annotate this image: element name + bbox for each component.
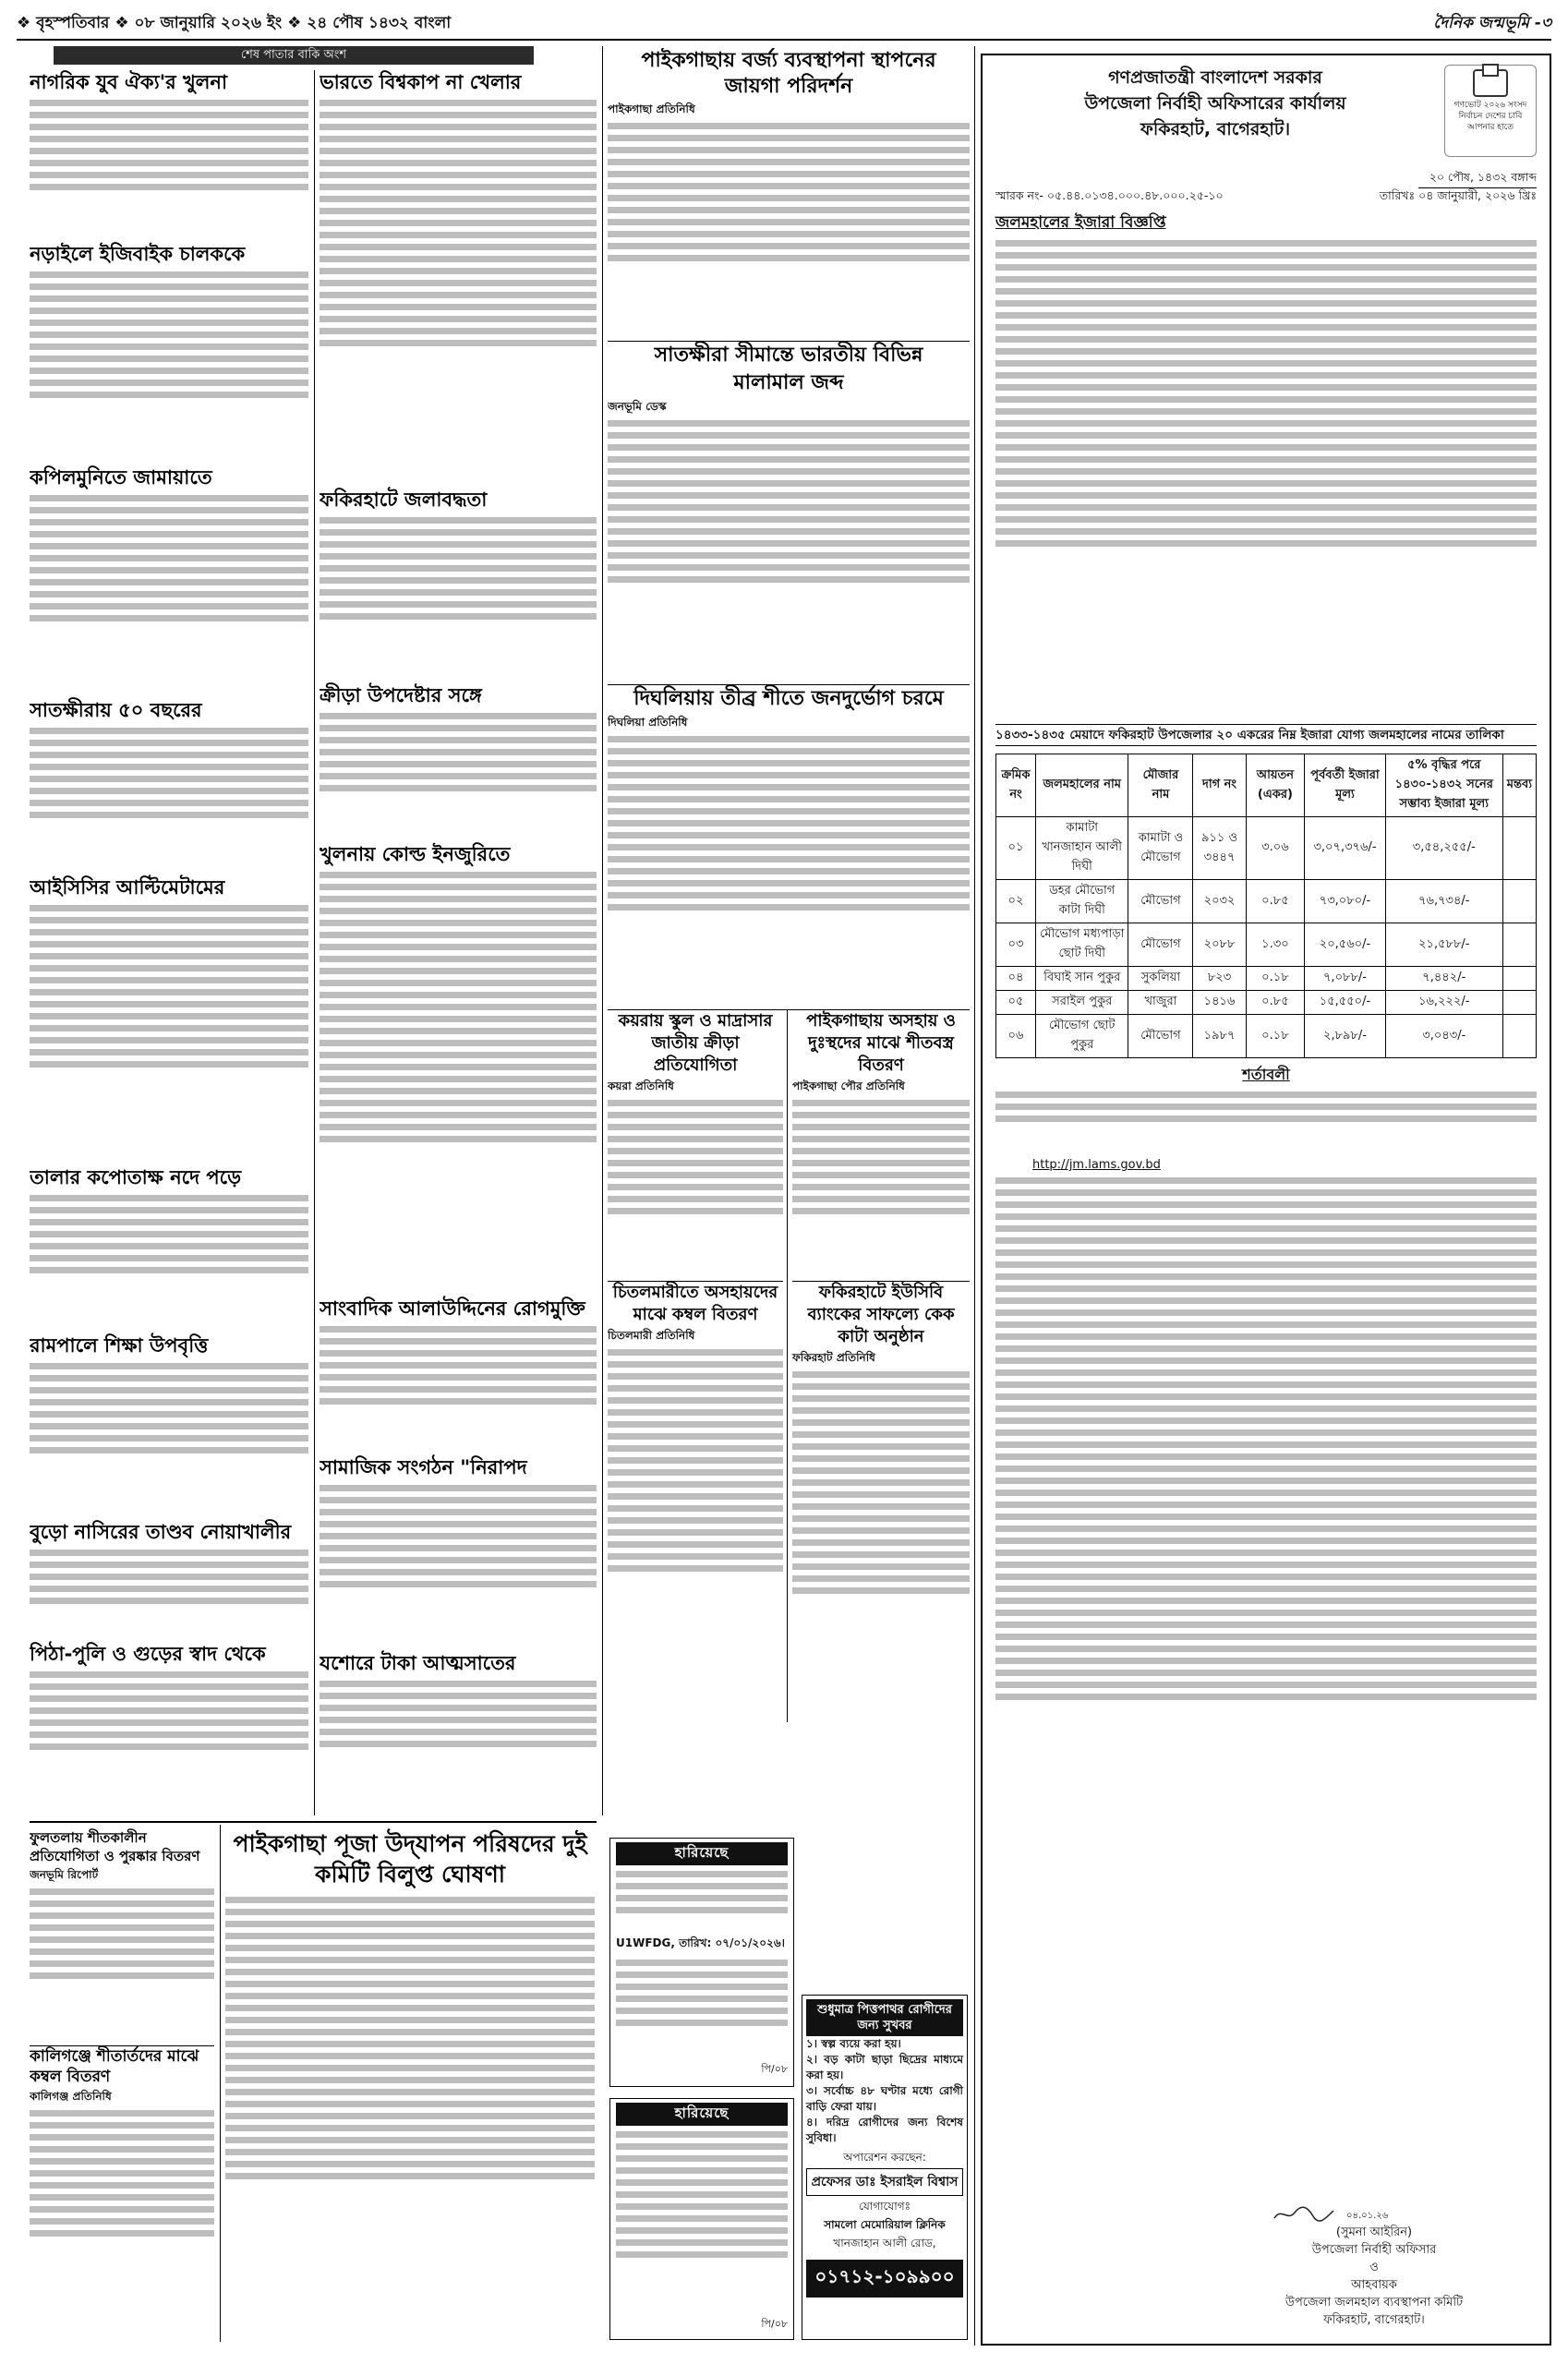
memo-no: স্মারক নং- ০৫.৪৪.০১৩৪.০০০.৪৮.০০০.২৫-১০ xyxy=(995,188,1224,202)
article-body xyxy=(792,1100,970,1281)
headline: নড়াইলে ইজিবাইক চালককে xyxy=(30,243,246,265)
page-header xyxy=(17,7,1551,41)
cell xyxy=(1502,991,1536,1015)
cell: ১৬,২২২/- xyxy=(1385,991,1502,1015)
col-dag: দাগ নং xyxy=(1193,754,1246,817)
headline: ফুলতলায় শীতকালীন প্রতিযোগিতা ও পুরষ্কার বিতরণ xyxy=(30,1829,200,1864)
cell: সরাইল পুকুর xyxy=(1036,991,1128,1015)
article-body xyxy=(608,1349,783,1700)
ad-body xyxy=(616,1871,788,1936)
masthead: দৈনিক জন্মভূমি -৩ xyxy=(1433,14,1551,32)
vote-icon xyxy=(1473,69,1508,97)
cell: সুকলিয়া xyxy=(1128,967,1193,991)
byline: দিঘলিয়া প্রতিনিধি xyxy=(608,716,688,729)
headline: সাংবাদিক আলাউদ্দিনের রোগমুক্তি xyxy=(320,1297,585,1320)
signer-post: উপজেলা নির্বাহী অফিসার xyxy=(1311,2243,1437,2257)
signer-place: ফকিরহাট, বাগেরহাট। xyxy=(1323,2313,1425,2327)
byline: পাইকগাছা প্রতিনিধি xyxy=(608,103,695,115)
cell: ০৬ xyxy=(996,1015,1036,1058)
cell: ১৯৮৭ xyxy=(1193,1015,1246,1058)
cell: ৯১১ ও ৩৪৪৭ xyxy=(1193,817,1246,880)
headline: নাগরিক যুব ঐক্য'র খুলনা xyxy=(30,71,228,93)
article-body xyxy=(30,1550,308,1642)
cell: ৩.০৬ xyxy=(1246,817,1305,880)
gov-line-2: উপজেলা নির্বাহী অফিসারের কার্যালয় xyxy=(1084,93,1346,114)
ad-code: পি/০৮ xyxy=(761,2318,788,2330)
section-rule xyxy=(30,1821,597,1823)
cell: ০১ xyxy=(996,817,1036,880)
ad-code: পি/০৮ xyxy=(761,2063,788,2075)
cell: ০.১৮ xyxy=(1246,967,1305,991)
article-body xyxy=(608,1100,783,1281)
cell: ২১,৫৮৮/- xyxy=(1385,923,1502,967)
date-block xyxy=(1380,168,1537,205)
article-body xyxy=(30,2110,214,2322)
election-logo xyxy=(1444,65,1537,157)
headline: বুড়ো নাসিরের তাণ্ডব নোয়াখালীর xyxy=(30,1521,292,1543)
date-label: তারিখঃ xyxy=(1379,188,1416,202)
continued-label: শেষ পাতার বাকি অংশ xyxy=(54,46,534,65)
cell: মৌভোগ xyxy=(1128,880,1193,923)
table-row xyxy=(996,923,1537,967)
article-body xyxy=(225,1897,595,2340)
clinic-doctor: প্রফেসর ডাঃ ইসরাইল বিশ্বাস xyxy=(806,2168,963,2196)
gov-line-1: গণপ্রজাতন্ত্রী বাংলাদেশ সরকার xyxy=(1108,67,1322,88)
article-body xyxy=(608,123,970,341)
article-body xyxy=(30,271,308,465)
article-body xyxy=(320,713,597,842)
dateline: ❖ বৃহস্পতিবার ❖ ০৮ জানুয়ারি ২০২৬ ইং ❖ ২৪ পৌষ ১৪৩২ বাংলা xyxy=(17,14,452,32)
col-prev-value: পূর্ববর্তী ইজারা মূল্য xyxy=(1305,754,1386,817)
cell: ২০৮৮ xyxy=(1193,923,1246,967)
article-body xyxy=(320,1681,597,1791)
clinic-point: ৩। সর্বোচ্চ ৪৮ ঘণ্টার মধ্যে রোগী বাড়ি ফেরা যায়। xyxy=(806,2084,963,2113)
cell: খাজুরা xyxy=(1128,991,1193,1015)
cell xyxy=(1502,967,1536,991)
cell: ০২ xyxy=(996,880,1036,923)
article-body xyxy=(792,1371,970,1722)
byline: চিতলমারী প্রতিনিধি xyxy=(608,1329,695,1342)
date-en: ০৪ জানুয়ারী, ২০২৬ খ্রিঃ xyxy=(1418,188,1537,202)
cell: ০৫ xyxy=(996,991,1036,1015)
ad-body xyxy=(616,1960,788,2061)
clinic-address: খানজাহান আলী রোড, xyxy=(833,2237,936,2249)
cell: মৌভোগ মধ্যপাড়া ছোট দিঘী xyxy=(1036,923,1128,967)
date-bn: ২০ পৌষ, ১৪৩২ বঙ্গাব্দ xyxy=(1429,170,1537,184)
headline: পিঠা-পুলি ও গুড়ের স্বাদ থেকে xyxy=(30,1643,266,1665)
col-name: জলমহালের নাম xyxy=(1036,754,1128,817)
clinic-point: ১। স্বল্প ব্যয়ে করা হয়। xyxy=(806,2037,901,2050)
signer-and: ও xyxy=(1369,2261,1379,2274)
article-body xyxy=(30,1195,308,1333)
table-row xyxy=(996,967,1537,991)
cell: বিঘাই সান পুকুর xyxy=(1036,967,1128,991)
cell: ডহর মৌভোগ কাটা দিঘী xyxy=(1036,880,1128,923)
article-body xyxy=(320,517,597,683)
signature-icon xyxy=(1272,2205,1337,2224)
cell: ৭,০৮৮/- xyxy=(1305,967,1386,991)
headline: সাতক্ষীরায় ৫০ বছরের xyxy=(30,699,202,721)
headline: ফকিরহাটে জলাবদ্ধতা xyxy=(320,488,488,511)
terms-title: শর্তাবলী xyxy=(1242,1066,1290,1083)
cell xyxy=(1502,1015,1536,1058)
headline: পাইকগাছায় অসহায় ও দুঃস্থদের মাঝে শীতবস্ত্র বিতরণ xyxy=(806,1011,956,1075)
headline: কপিলমুনিতে জামায়াতে xyxy=(30,466,212,488)
signer-name: (সুমনা আইরিন) xyxy=(1335,2225,1413,2239)
headline: চিতলমারীতে অসহায়দের মাঝে কম্বল বিতরণ xyxy=(608,1281,783,1326)
headline: কালিগঞ্জে শীতার্তদের মাঝে কম্বল বিতরণ xyxy=(30,2045,214,2087)
column-rule xyxy=(220,1825,221,2342)
article-body xyxy=(30,1363,308,1520)
memo-row xyxy=(995,168,1537,205)
clinic-title: শুধুমাত্র পিত্তপাথর রোগীদের জন্য সুখবর xyxy=(806,1999,963,2036)
headline: ক্রীড়া উপদেষ্টার সঙ্গে xyxy=(320,684,482,706)
article-body xyxy=(320,872,597,1297)
column-rule xyxy=(314,70,315,1815)
terms-body xyxy=(995,1092,1537,1165)
gov-notice xyxy=(981,54,1551,2346)
notice-title: জলমহালের ইজারা বিজ্ঞপ্তি xyxy=(995,213,1166,232)
cell: ৩,৫৪,২৫৫/- xyxy=(1385,817,1502,880)
clinic-point: ৪। দরিদ্র রোগীদের জন্য বিশেষ সুবিধা। xyxy=(806,2116,963,2144)
cell: ৮২৩ xyxy=(1193,967,1246,991)
lost-code: U1WFDG, তারিখ: ০৭/০১/২০২৬। xyxy=(616,1936,785,1949)
notice-intro xyxy=(995,240,1537,717)
lost-notice-1 xyxy=(609,1838,794,2087)
cell xyxy=(1502,817,1536,880)
table-header-row xyxy=(996,754,1537,817)
cell: ০.৮৫ xyxy=(1246,991,1305,1015)
byline: জনভূমি ডেস্ক xyxy=(608,400,667,413)
col-serial: ক্রমিক নং xyxy=(996,754,1036,817)
byline: পাইকগাছা পৌর প্রতিনিধি xyxy=(792,1079,905,1092)
logo-text: গণভোট ২০২৬ সংসদ নির্বাচন দেশের চাবি আপনার হাতে xyxy=(1453,101,1527,132)
cell: ১৪১৬ xyxy=(1193,991,1246,1015)
headline: রামপালে শিক্ষা উপবৃত্তি xyxy=(30,1334,209,1357)
clinic-name: সামলো মেমোরিয়াল ক্লিনিক xyxy=(824,2218,946,2231)
headline: ভারতে বিশ্বকাপ না খেলার xyxy=(320,71,522,93)
byline: কয়রা প্রতিনিধি xyxy=(608,1079,674,1092)
headline: পাইকগাছায় বর্জ্য ব্যবস্থাপনা স্থাপনের জায়গা পরিদর্শন xyxy=(641,49,936,98)
article-body xyxy=(30,1888,214,2045)
headline: কয়রায় স্কুল ও মাদ্রাসার জাতীয় ক্রীড়া প্রতিযোগিতা xyxy=(618,1011,773,1075)
clinic-ad xyxy=(802,1995,968,2340)
article-body xyxy=(608,420,970,684)
cell: মৌভোগ ছোট পুকুর xyxy=(1036,1015,1128,1058)
cell: মৌভোগ xyxy=(1128,1015,1193,1058)
column-rule xyxy=(602,46,603,1815)
headline: পাইকগাছা পূজা উদ্‌যাপন পরিষদের দুই কমিটি বিলুপ্ত ঘোষণা xyxy=(233,1830,587,1888)
cell: ০৩ xyxy=(996,923,1036,967)
article-body xyxy=(30,100,308,242)
clinic-contact-label: যোগাযোগঃ xyxy=(858,2200,911,2213)
sub-column xyxy=(608,1010,788,1722)
signature-mark xyxy=(1236,2205,1513,2224)
gov-line-3: ফকিরহাট, বাগেরহাট। xyxy=(1140,119,1290,139)
column-rule xyxy=(974,46,975,2346)
clinic-point: ২। বড় কাটা ছাড়া ছিদ্রের মাধ্যমে করা হয়। xyxy=(806,2053,963,2081)
table-row xyxy=(996,817,1537,880)
cell: ৩,০৭,৩৭৬/- xyxy=(1305,817,1386,880)
clinic-doctor-label: অপারেশন করছেন: xyxy=(843,2151,926,2164)
signer-post: আহবায়ক xyxy=(1351,2278,1397,2292)
table-row xyxy=(996,880,1537,923)
cell: ০৪ xyxy=(996,967,1036,991)
headline: ফকিরহাটে ইউসিবি ব্যাংকের সাফল্যে কেক কাটা অনুষ্ঠান xyxy=(792,1281,970,1348)
article-body xyxy=(30,728,308,875)
bottom-left-stories xyxy=(30,1828,214,2346)
headline: দিঘলিয়ায় তীব্র শীতে জনদুর্ভোগ চরমে xyxy=(608,684,970,713)
cell: কামাটা ও মৌভোগ xyxy=(1128,817,1193,880)
col-remarks: মন্তব্য xyxy=(1502,754,1536,817)
sign-date: ০৪.০১.২৬ xyxy=(1346,2211,1389,2221)
cell xyxy=(1502,923,1536,967)
byline: জনভূমি রিপোর্ট xyxy=(30,1868,99,1881)
article-body xyxy=(30,905,308,1165)
headline: খুলনায় কোল্ড ইনজুরিতে xyxy=(320,843,511,865)
column-3 xyxy=(608,48,970,1815)
notice-header xyxy=(995,65,1537,168)
byline: কালিগঞ্জ প্রতিনিধি xyxy=(30,2090,112,2103)
cell: ২,৮৯৮/- xyxy=(1305,1015,1386,1058)
article-body xyxy=(30,1671,308,1810)
signer-post: উপজেলা জলমহাল ব্যবস্থাপনা কমিটি xyxy=(1285,2296,1464,2310)
table-row xyxy=(996,991,1537,1015)
byline: ফকিরহাট প্রতিনিধি xyxy=(792,1351,875,1364)
cell: ২০,৫৬০/- xyxy=(1305,923,1386,967)
website-link[interactable]: http://jm.lams.gov.bd xyxy=(1032,1158,1161,1172)
cell: ৭৩,০৮০/- xyxy=(1305,880,1386,923)
ad-title: হারিয়েছে xyxy=(616,2103,788,2126)
cell: ৩,০৪৩/- xyxy=(1385,1015,1502,1058)
article-body xyxy=(320,100,597,488)
col-new-value: ৫% বৃদ্ধির পরে ১৪৩০-১৪৩২ সনের সম্ভাব্য ইজারা মূল্য xyxy=(1385,754,1502,817)
jalmahal-table xyxy=(995,754,1537,1058)
table-row xyxy=(996,1015,1537,1058)
cell xyxy=(1502,880,1536,923)
col-mouza: মৌজার নাম xyxy=(1128,754,1193,817)
column-1 xyxy=(30,70,308,1825)
ad-title: হারিয়েছে xyxy=(616,1842,788,1865)
headline: আইসিসির আল্টিমেটামের xyxy=(30,876,225,899)
sub-column xyxy=(788,1010,970,1722)
cell: ১.৩০ xyxy=(1246,923,1305,967)
cell: ৭,৪৪২/- xyxy=(1385,967,1502,991)
column-2 xyxy=(320,70,597,1825)
cell: ০.৮৫ xyxy=(1246,880,1305,923)
cell: ২০৩২ xyxy=(1193,880,1246,923)
headline: সামাজিক সংগঠন "নিরাপদ xyxy=(320,1456,527,1478)
cell: কামাটা খানজাহান আলী দিঘী xyxy=(1036,817,1128,880)
ad-body xyxy=(616,2131,788,2316)
headline: যশোরে টাকা আত্মসাতের xyxy=(320,1652,516,1674)
cell: ১৫,৫৫০/- xyxy=(1305,991,1386,1015)
headline: সাতক্ষীরা সীমান্তে ভারতীয় বিভিন্ন মালামাল জব্দ xyxy=(608,341,970,397)
lost-notice-2 xyxy=(609,2098,794,2340)
headline: তালার কপোতাক্ষ নদে পড়ে xyxy=(30,1166,242,1188)
cell: মৌভোগ xyxy=(1128,923,1193,967)
article-body xyxy=(320,1326,597,1455)
clinic-phone: ০১৭১২-১০৯৯০০ xyxy=(806,2260,963,2298)
table-title: ১৪৩৩-১৪৩৫ মেয়াদে ফকিরহাট উপজেলার ২০ একরের নিম্ন ইজারা যোগ্য জলমহালের নামের তালিকা xyxy=(995,724,1537,746)
terms-body xyxy=(995,1177,1537,1990)
signature-block xyxy=(1236,2205,1513,2329)
bottom-main-story xyxy=(225,1828,595,2346)
cell: ৭৬,৭৩৪/- xyxy=(1385,880,1502,923)
article-body xyxy=(320,1485,597,1651)
cell: ০.১৮ xyxy=(1246,1015,1305,1058)
article-body xyxy=(30,495,308,698)
col-area: আয়তন (একর) xyxy=(1246,754,1305,817)
article-body xyxy=(608,736,970,1009)
split-row xyxy=(608,1009,970,1722)
